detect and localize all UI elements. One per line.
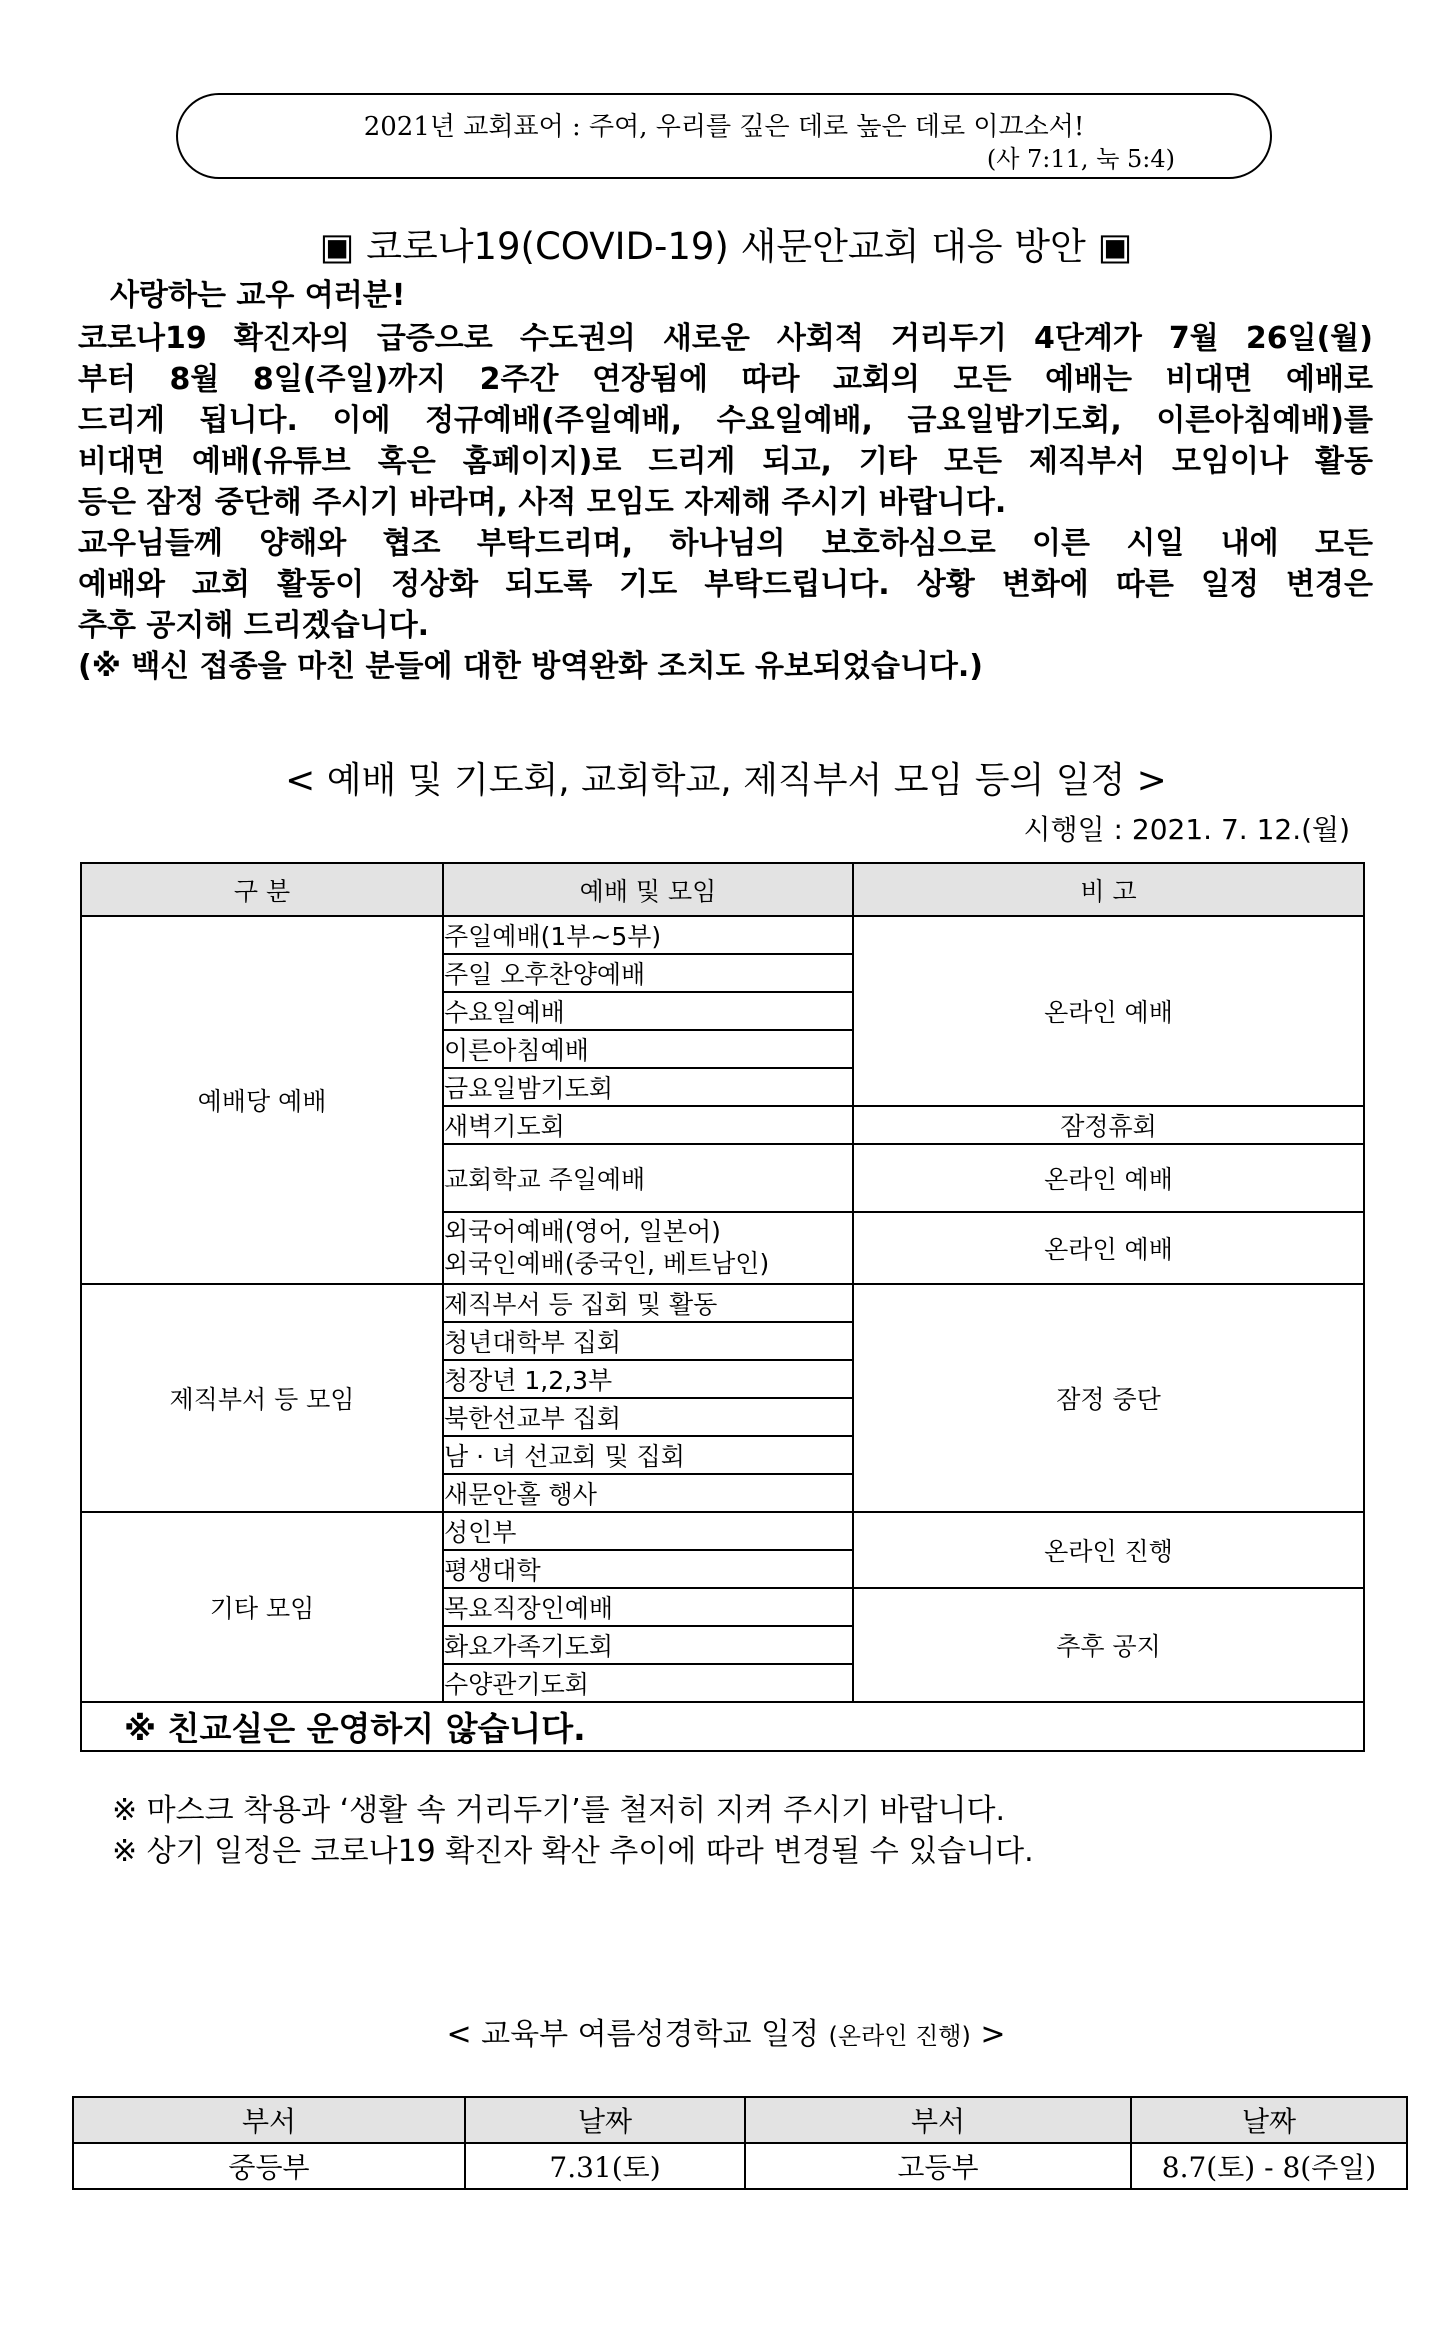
remark-cell: 추후 공지 xyxy=(853,1588,1364,1702)
event-cell: 화요가족기도회 xyxy=(443,1626,853,1664)
event-cell: 북한선교부 집회 xyxy=(443,1398,853,1436)
header-event: 예배 및 모임 xyxy=(443,863,853,916)
edu-header: 날짜 xyxy=(1131,2097,1407,2143)
schedule-title: < 예배 및 기도회, 교회학교, 제직부서 모임 등의 일정 > xyxy=(285,760,1167,801)
edu-cell: 고등부 xyxy=(745,2143,1131,2189)
paragraph-line: 교우님들께 양해와 협조 부탁드리며, 하나님의 보호하심으로 이른 시일 내에 모든 xyxy=(78,526,1373,561)
education-title-sub: (온라인 진행) xyxy=(828,2022,971,2050)
paragraph-line: 예배와 교회 활동이 정상화 되도록 기도 부탁드립니다. 상황 변화에 따른 일정 변경은 xyxy=(78,567,1373,602)
event-cell: 이른아침예배 xyxy=(443,1030,853,1068)
note-mask: ※ 마스크 착용과 ‘생활 속 거리두기’를 철저히 지켜 주시기 바랍니다. xyxy=(112,1793,1006,1828)
group-worship: 예배당 예배 xyxy=(81,916,443,1284)
motto-reference: (사 7:11, 눅 5:4) xyxy=(986,145,1175,173)
paragraph-line: (※ 백신 접종을 마친 분들에 대한 방역완화 조치도 유보되었습니다.) xyxy=(78,649,984,684)
fellowship-notice: ※ 친교실은 운영하지 않습니다. xyxy=(81,1702,1364,1751)
event-cell: 청장년 1,2,3부 xyxy=(443,1360,853,1398)
motto-text: 2021년 교회표어 : 주여, 우리를 깊은 데로 높은 데로 이끄소서! xyxy=(363,112,1085,142)
event-cell: 새문안홀 행사 xyxy=(443,1474,853,1512)
paragraph-line: 코로나19 확진자의 급증으로 수도권의 새로운 사회적 거리두기 4단계가 7월 26일(월) xyxy=(78,321,1373,356)
remark-cell: 잠정 중단 xyxy=(853,1284,1364,1512)
event-cell: 수양관기도회 xyxy=(443,1664,853,1702)
event-line: 외국인예배(중국인, 베트남인) xyxy=(444,1249,770,1278)
event-cell: 주일예배(1부~5부) xyxy=(443,916,853,954)
header-remark: 비 고 xyxy=(853,863,1364,916)
event-cell: 교회학교 주일예배 xyxy=(443,1144,853,1212)
paragraph-line: 비대면 예배(유튜브 혹은 홈페이지)로 드리게 되고, 기타 모든 제직부서 모임이나 활동 xyxy=(78,444,1373,479)
event-cell: 제직부서 등 집회 및 활동 xyxy=(443,1284,853,1322)
schedule-table xyxy=(80,862,1365,1752)
event-cell: 목요직장인예배 xyxy=(443,1588,853,1626)
note-schedule-change: ※ 상기 일정은 코로나19 확진자 확산 추이에 따라 변경될 수 있습니다. xyxy=(112,1834,1034,1869)
group-other: 기타 모임 xyxy=(81,1512,443,1702)
education-table xyxy=(72,2096,1408,2190)
motto-banner xyxy=(176,93,1272,179)
event-cell: 성인부 xyxy=(443,1512,853,1550)
group-staff: 제직부서 등 모임 xyxy=(81,1284,443,1512)
edu-header: 부서 xyxy=(73,2097,465,2143)
education-title xyxy=(0,2009,1452,2053)
event-cell: 새벽기도회 xyxy=(443,1106,853,1144)
header-category: 구 분 xyxy=(81,863,443,916)
edu-header: 부서 xyxy=(745,2097,1131,2143)
event-cell: 금요일밤기도회 xyxy=(443,1068,853,1106)
event-cell: 수요일예배 xyxy=(443,992,853,1030)
remark-cell: 잠정휴회 xyxy=(853,1106,1364,1144)
paragraph-line: 드리게 됩니다. 이에 정규예배(주일예배, 수요일예배, 금요일밤기도회, 이른아침예배)를 xyxy=(78,403,1373,438)
remark-cell: 온라인 예배 xyxy=(853,1144,1364,1212)
event-cell xyxy=(443,1212,853,1284)
paragraph-line: 부터 8월 8일(주일)까지 2주간 연장됨에 따라 교회의 모든 예배는 비대면 예배로 xyxy=(78,362,1373,397)
event-line: 외국어예배(영어, 일본어) xyxy=(444,1217,721,1246)
edu-cell: 7.31(토) xyxy=(465,2143,745,2189)
remark-cell: 온라인 예배 xyxy=(853,916,1364,1106)
education-title-main: < 교육부 여름성경학교 일정 xyxy=(446,2017,819,2052)
paragraph-line: 등은 잠정 중단해 주시기 바라며, 사적 모임도 자제해 주시기 바랍니다. xyxy=(78,485,1007,520)
paragraph-line: 추후 공지해 드리겠습니다. xyxy=(78,608,430,643)
event-cell: 남 · 녀 선교회 및 집회 xyxy=(443,1436,853,1474)
greeting: 사랑하는 교우 여러분! xyxy=(110,278,406,313)
event-cell: 주일 오후찬양예배 xyxy=(443,954,853,992)
event-cell: 평생대학 xyxy=(443,1550,853,1588)
edu-header: 날짜 xyxy=(465,2097,745,2143)
remark-cell: 온라인 진행 xyxy=(853,1512,1364,1588)
edu-cell: 중등부 xyxy=(73,2143,465,2189)
education-title-end: > xyxy=(980,2017,1006,2052)
remark-cell: 온라인 예배 xyxy=(853,1212,1364,1284)
page-title: ▣ 코로나19(COVID-19) 새문안교회 대응 방안 ▣ xyxy=(319,225,1133,268)
edu-cell: 8.7(토) - 8(주일) xyxy=(1131,2143,1407,2189)
effective-date: 시행일 : 2021. 7. 12.(월) xyxy=(1023,813,1350,846)
event-cell: 청년대학부 집회 xyxy=(443,1322,853,1360)
